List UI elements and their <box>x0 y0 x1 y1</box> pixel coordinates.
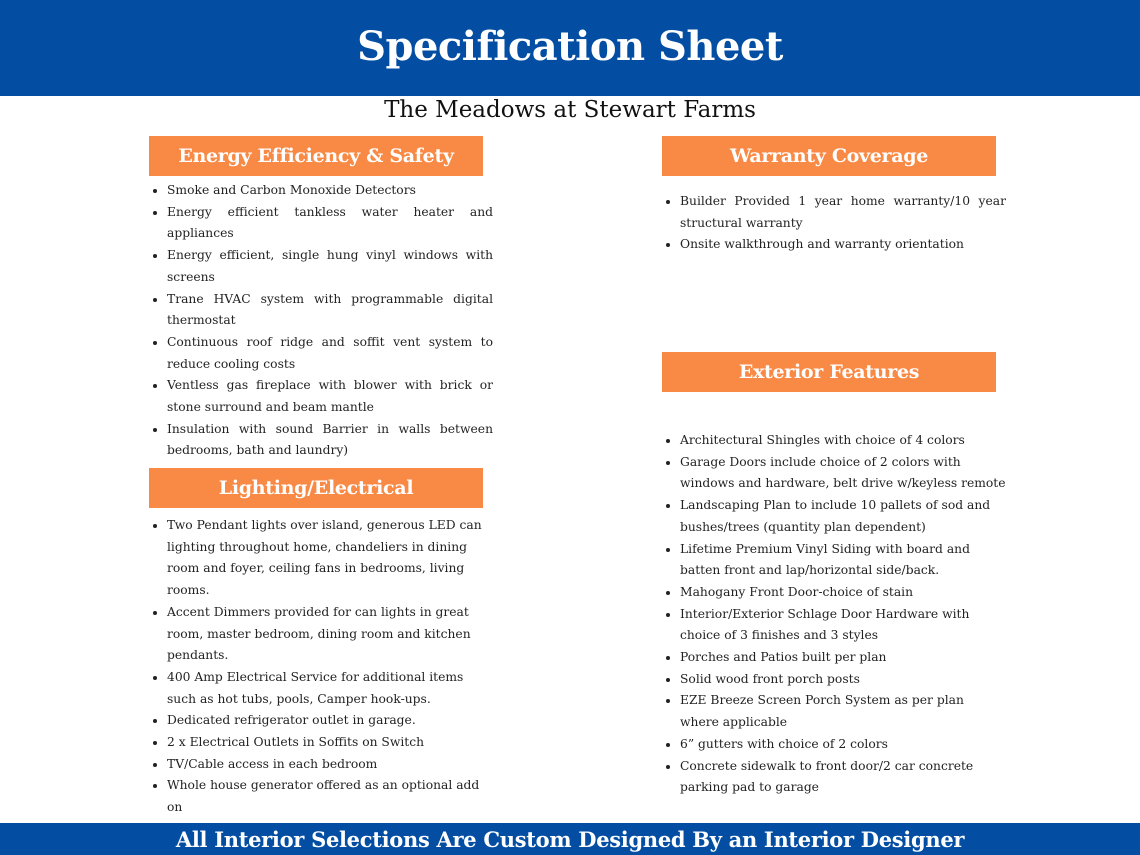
warranty-list <box>662 191 1006 256</box>
energy-section-header: Energy Efficiency & Safety <box>149 136 483 176</box>
lighting-list-item: • Whole house generator offered as an optional add on <box>167 775 493 818</box>
lighting-list-item: • Accent Dimmers provided for can lights in great room, master bedroom, dining room and kitchen pendants. <box>167 602 493 667</box>
warranty-list-item: • Builder Provided 1 year home warranty/10 year structural warranty <box>680 191 1006 234</box>
page-subtitle: The Meadows at Stewart Farms <box>384 97 756 123</box>
lighting-list-item: • 2 x Electrical Outlets in Soffits on Switch <box>167 732 493 754</box>
energy-list-item: • Ventless gas fireplace with blower with brick or stone surround and beam mantle <box>167 375 493 418</box>
exterior-list-item: • Solid wood front porch posts <box>680 669 1006 691</box>
exterior-list-item: • Architectural Shingles with choice of 4 colors <box>680 430 1006 452</box>
warranty-list-item: • Onsite walkthrough and warranty orientation <box>680 234 1006 256</box>
lighting-list-item: • TV/Cable access in each bedroom <box>167 754 493 776</box>
exterior-list-item: • Mahogany Front Door-choice of stain <box>680 582 1006 604</box>
warranty-section-header: Warranty Coverage <box>662 136 996 176</box>
lighting-list-item: • Two Pendant lights over island, generous LED can lighting throughout home, chandeliers in dining room and foyer, ceiling fans in bedrooms, living rooms. <box>167 515 493 602</box>
top-banner <box>0 0 1140 96</box>
exterior-list <box>662 430 1006 799</box>
exterior-section-header: Exterior Features <box>662 352 996 392</box>
energy-list <box>149 180 493 462</box>
exterior-list-item: • Concrete sidewalk to front door/2 car concrete parking pad to garage <box>680 756 1006 799</box>
exterior-list-item: • 6” gutters with choice of 2 colors <box>680 734 1006 756</box>
exterior-list-item: • EZE Breeze Screen Porch System as per plan where applicable <box>680 690 1006 733</box>
exterior-list-item: • Landscaping Plan to include 10 pallets of sod and bushes/trees (quantity plan dependent) <box>680 495 1006 538</box>
energy-list-item: • Energy efficient, single hung vinyl windows with screens <box>167 245 493 288</box>
energy-list-item: • Smoke and Carbon Monoxide Detectors <box>167 180 493 202</box>
page-title: Specification Sheet <box>357 22 783 70</box>
bottom-banner <box>0 823 1140 855</box>
lighting-list-item: • Dedicated refrigerator outlet in garage. <box>167 710 493 732</box>
exterior-list-item: • Lifetime Premium Vinyl Siding with board and batten front and lap/horizontal side/back. <box>680 539 1006 582</box>
exterior-list-item: • Porches and Patios built per plan <box>680 647 1006 669</box>
exterior-list-item: • Garage Doors include choice of 2 colors with windows and hardware, belt drive w/keyless remote <box>680 452 1006 495</box>
lighting-section-header: Lighting/Electrical <box>149 468 483 508</box>
exterior-list-item: • Interior/Exterior Schlage Door Hardware with choice of 3 finishes and 3 styles <box>680 604 1006 647</box>
lighting-list-item: • 400 Amp Electrical Service for additional items such as hot tubs, pools, Camper hook-ups. <box>167 667 493 710</box>
energy-list-item: • Energy efficient tankless water heater and appliances <box>167 202 493 245</box>
footer-text: All Interior Selections Are Custom Designed By an Interior Designer <box>175 826 965 852</box>
energy-list-item: • Insulation with sound Barrier in walls between bedrooms, bath and laundry) <box>167 419 493 462</box>
energy-list-item: • Continuous roof ridge and soffit vent system to reduce cooling costs <box>167 332 493 375</box>
lighting-list <box>149 515 493 819</box>
energy-list-item: • Trane HVAC system with programmable digital thermostat <box>167 289 493 332</box>
